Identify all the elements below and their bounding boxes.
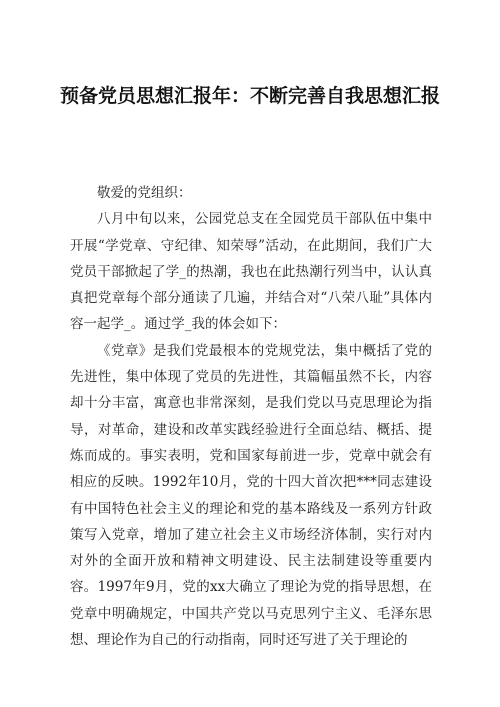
document-body — [70, 180, 432, 653]
document-title: 预备党员思想汇报年：不断完善自我思想汇报 — [60, 85, 441, 107]
paragraph-2: 《党章》是我们党最根本的党规党法，集中概括了党的先进性，集中体现了党员的先进性，其篇幅虽然不长，内容却十分丰富，寓意也非常深刻，是我们党以马克思理论为指导，对革命，建设和改革实践经验进行全面总结、概括、提炼而成的。事实表明，党和国家每前进一步，党章中就会有相应的反映。1992年10月，党的十四大首次把***同志建设有中国特色社会主义的理论和党的基本路线及一系列方针政策写入党章，增加了建立社会主义市场经济体制，实行对内对外的全面开放和精神文明建设、民主法制建设等重要内容。1997年9月，党的xx大确立了理论为党的指导思想，在党章中明确规定，中国共产党以马克思列宁主义、毛泽东思想、理论作为自己的行动指南，同时还写进了关于理论的 — [70, 342, 432, 649]
salutation: 敬爱的党组织： — [97, 185, 192, 201]
paragraph-1: 八月中旬以来，公园党总支在全园党员干部队伍中集中开展“学党章、守纪律、知荣辱”活动，在此期间，我们广大党员干部掀起了学_的热潮，我也在此热潮行列当中，认认真真把党章每个部分通读了几遍，并结合对“八荣八耻”具体内容一起学_。通过学_我的体会如下： — [70, 211, 432, 333]
